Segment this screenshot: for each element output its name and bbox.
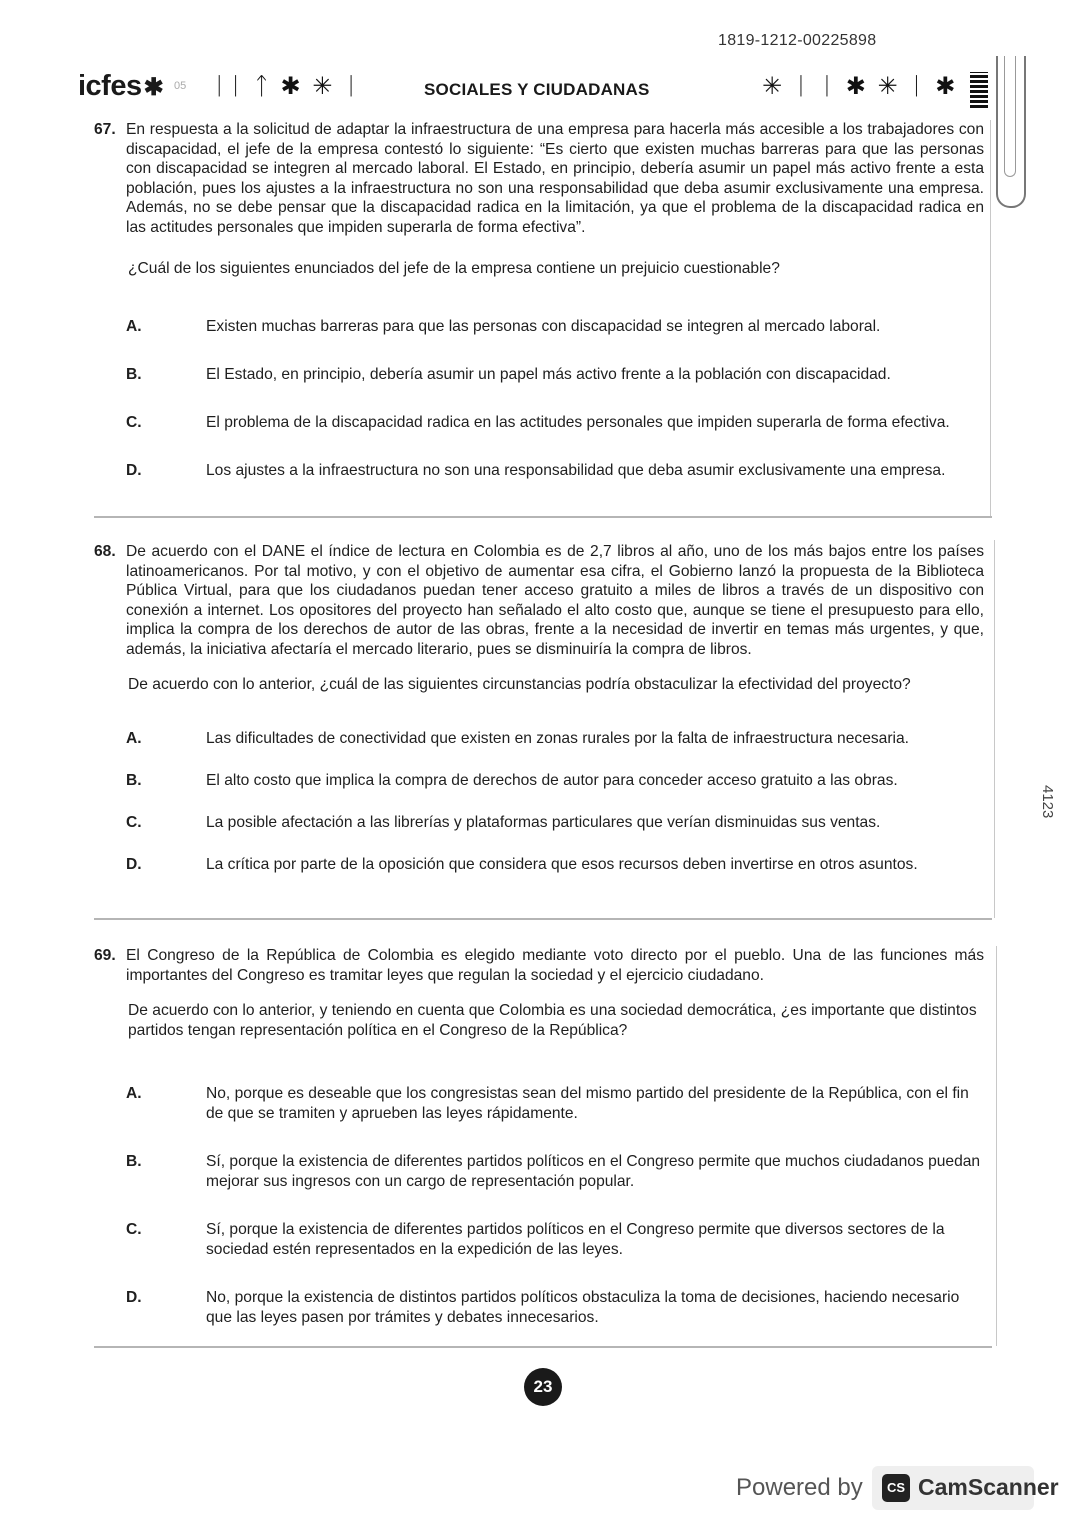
- option-text: Sí, porque la existencia de diferentes partidos políticos en el Congreso permite que diversos sectores de la sociedad estén representados en la expedición de las leyes.: [206, 1221, 945, 1258]
- question-stem: [94, 946, 984, 985]
- option-c[interactable]: [126, 813, 984, 833]
- registration-marks-right: ✳ ᛁ ᛁ ✱ ✳ ᛁ ✱: [762, 72, 958, 100]
- document-code: 1819-1212-00225898: [718, 32, 877, 49]
- question-number: 67.: [94, 121, 116, 138]
- camscanner-brand: CamScanner: [918, 1474, 1059, 1500]
- question-number: 69.: [94, 947, 116, 964]
- option-text: Existen muchas barreras para que las personas con discapacidad se integren al mercado laboral.: [206, 317, 881, 335]
- section-title: SOCIALES Y CIUDADANAS: [424, 80, 650, 99]
- option-a[interactable]: [126, 1084, 984, 1124]
- option-text: La crítica por parte de la oposición que considera que esos recursos deben invertirse en otros asuntos.: [206, 855, 918, 873]
- option-a[interactable]: [126, 317, 984, 337]
- option-letter: B.: [126, 1153, 142, 1170]
- option-letter: D.: [126, 1289, 142, 1306]
- question-67: [94, 120, 984, 481]
- section-divider: [94, 1346, 992, 1348]
- option-letter: D.: [126, 855, 142, 873]
- logo-star-icon: ✱: [143, 74, 164, 101]
- question-stem-text: El Congreso de la República de Colombia es elegido mediante voto directo por el pueblo. Una de las funciones más importantes del Congreso es tramitar leyes que regulan la sociedad y el ejercicio ciudadano.: [126, 947, 984, 984]
- option-text: El Estado, en principio, debería asumir un papel más activo frente a la población con discapacidad.: [206, 365, 891, 383]
- option-letter: B.: [126, 365, 142, 383]
- option-b[interactable]: [126, 365, 984, 385]
- question-stem-text: En respuesta a la solicitud de adaptar la infraestructura de una empresa para hacerla más accesible a los trabajadores con discapacidad, el jefe de la empresa contestó lo siguiente: “Es cierto que existen muchas barreras para que las personas con discapacidad se integren al mercado laboral. El Estado, en principio, debería asumir un papel más activo frente a esta población, pues los ajustes a la infraestructura no son una responsabilidad que deba asumir exclusivamente una empresa. Además, no se debe pensar que la discapacidad radica en la limitación, ya que el problema de la discapacidad radica en las actitudes personales que impiden superarla de forma efectiva”.: [126, 121, 984, 236]
- option-letter: A.: [126, 1085, 142, 1102]
- option-c[interactable]: [126, 1220, 984, 1260]
- section-divider: [94, 516, 992, 518]
- question-stem: [94, 120, 984, 237]
- question-prompt: ¿Cuál de los siguientes enunciados del jefe de la empresa contiene un prejuicio cuestionable?: [128, 260, 780, 277]
- logo-text: icfes: [78, 70, 142, 102]
- option-b[interactable]: [126, 771, 984, 791]
- page-number-badge: 23: [524, 1368, 562, 1406]
- option-text: El alto costo que implica la compra de derechos de autor para conceder acceso gratuito a las obras.: [206, 771, 898, 789]
- page-header: [78, 66, 998, 112]
- powered-by-text: Powered by: [736, 1474, 863, 1501]
- option-letter: C.: [126, 813, 142, 831]
- option-text: Sí, porque la existencia de diferentes partidos políticos en el Congreso permite que muchos ciudadanos puedan mejorar sus ingresos con un cargo de representación popular.: [206, 1153, 981, 1190]
- answer-options: [94, 317, 984, 481]
- question-68: [94, 542, 984, 875]
- question-prompt: De acuerdo con lo anterior, y teniendo en cuenta que Colombia es una sociedad democrática, ¿es importante que distintos partidos tengan representación política en el Congreso de la República?: [128, 1002, 977, 1039]
- section-divider: [94, 918, 992, 920]
- question-stem-text: De acuerdo con el DANE el índice de lectura en Colombia es de 2,7 libros al año, uno de los más bajos entre los países latinoamericanos. Por tal motivo, y con el objetivo de aumentar esa cifra, el Gobierno lanzó la propuesta de la Biblioteca Pública Virtual, para que los ciudadanos puedan tener acceso gratuito a miles de libros a través de un dispositivo con conexión a internet. Los opositores del proyecto han señalado el alto costo que, aunque se tiene el presupuesto para ello, implica la compra de los derechos de autor de las obras, frente a la necesidad de invertir en temas más urgentes, y que, además, la iniciativa afectaría el mercado literario, pues se disminuiría la compra de libros.: [126, 543, 984, 658]
- answer-options: [94, 1084, 984, 1328]
- paper-clip-inner-icon: [1004, 56, 1016, 177]
- question-prompt: De acuerdo con lo anterior, ¿cuál de las siguientes circunstancias podría obstaculizar la efectividad del proyecto?: [128, 676, 911, 693]
- option-text: Las dificultades de conectividad que existen en zonas rurales por la falta de infraestructura necesaria.: [206, 729, 909, 747]
- option-letter: C.: [126, 1221, 142, 1238]
- question-69: [94, 946, 984, 1328]
- option-letter: D.: [126, 461, 142, 479]
- option-text: La posible afectación a las librerías y plataformas particulares que verían disminuidas sus ventas.: [206, 813, 881, 831]
- option-letter: B.: [126, 771, 142, 789]
- right-border-line: [994, 540, 995, 918]
- option-d[interactable]: [126, 461, 984, 481]
- option-letter: A.: [126, 729, 142, 747]
- answer-options: [94, 729, 984, 875]
- barcode-icon: [970, 72, 988, 108]
- option-letter: C.: [126, 413, 142, 431]
- option-text: No, porque la existencia de distintos partidos políticos obstaculiza la toma de decisiones, haciendo necesario que las leyes pasen por trámites y debates innecesarios.: [206, 1289, 960, 1326]
- right-border-line: [996, 946, 997, 1346]
- option-a[interactable]: [126, 729, 984, 749]
- option-b[interactable]: [126, 1152, 984, 1192]
- option-c[interactable]: [126, 413, 984, 433]
- right-border-line: [990, 120, 991, 516]
- question-number: 68.: [94, 543, 116, 560]
- side-number: 4123: [1039, 785, 1056, 819]
- registration-marks-left: ᛁᛁ ᛏ ✱ ✳ ᛁ: [212, 72, 361, 100]
- option-letter: A.: [126, 317, 142, 335]
- option-text: Los ajustes a la infraestructura no son una responsabilidad que deba asumir exclusivamente una empresa.: [206, 461, 946, 479]
- option-d[interactable]: [126, 1288, 984, 1328]
- option-text: No, porque es deseable que los congresistas sean del mismo partido del presidente de la República, con el fin de que se tramiten y aprueben las leyes rápidamente.: [206, 1085, 969, 1122]
- icfes-logo: [78, 70, 163, 103]
- question-stem: [94, 542, 984, 659]
- camscanner-logo-icon: CS: [882, 1474, 910, 1502]
- option-d[interactable]: [126, 855, 984, 875]
- logo-number: 05: [174, 80, 187, 92]
- option-text: El problema de la discapacidad radica en las actitudes personales que impiden superarla de forma efectiva.: [206, 413, 950, 431]
